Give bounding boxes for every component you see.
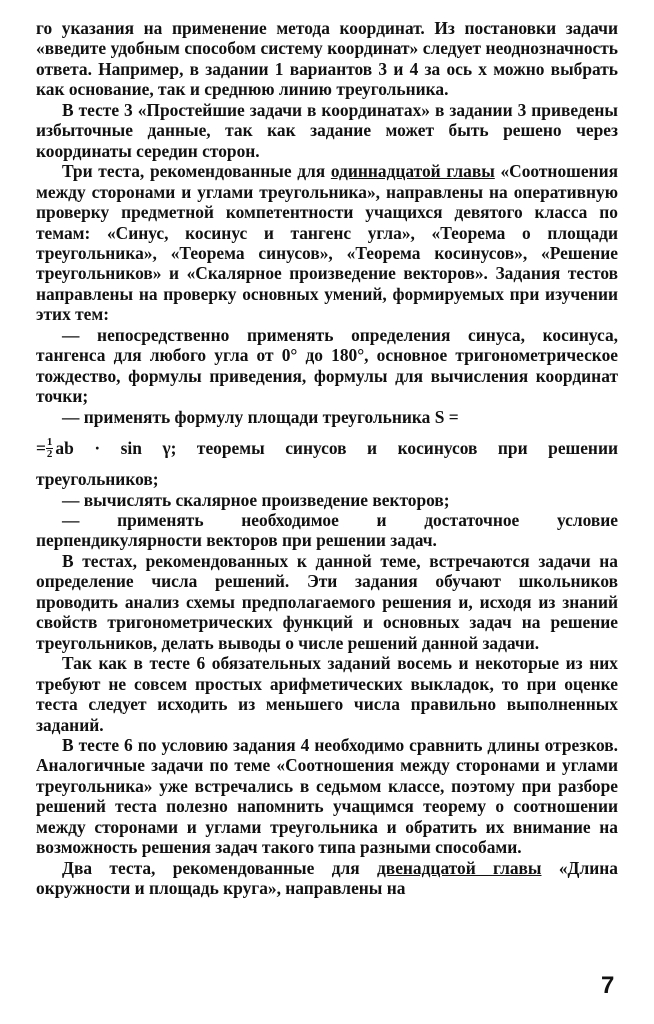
paragraph-3-rest: «Соотношения между сторонами и углами треугольника», направлены на оперативную проверку предметной компетентности учащихся девятого класса по темам: «Синус, косинус и тангенс угла», «Теорема о площади треугольника», «Теорема синусов», «Теорема косинусов», «Решение треугольников» и «Скалярное произведение векторов». Задания тестов направлены на проверку основных умений, формируемых при изучении этих тем:: [36, 161, 619, 325]
formula-equals: =: [36, 437, 46, 458]
bullet-2-start: — применять формулу площади треугольника S =: [62, 406, 459, 427]
paragraph-6: В тесте 6 по условию задания 4 необходимо сравнить длины отрезков. Аналогичные задачи по теме «Соотношения между сторонами и углами треугольника» уже встречались в седьмом классе, поэтому при разборе решений теста полезно напомнить учащимся теорему о соотношении между сторонами и углами треугольника и обратить их внимание на возможность решения задач такого типа разными способами.: [36, 734, 618, 858]
fraction-denominator: 2: [46, 447, 53, 460]
fraction-one-half: [46, 437, 54, 460]
bullet-3: — вычислять скалярное произведение векторов;: [62, 489, 450, 510]
paragraph-1: го указания на применение метода координат. Из постановки задачи «введите удобным способом систему координат» следует неоднозначность ответа. Например, в задании 1 вариантов 3 и 4 за ось x можно выбрать как основание, так и среднюю линию треугольника.: [36, 18, 618, 100]
chapter-12-underlined: двенадцатой главы: [377, 857, 542, 878]
bullet-4: — применять необходимое и достаточное условие перпендикулярности векторов при решении задач.: [36, 509, 618, 551]
paragraph-4: В тестах, рекомендованных к данной теме, встречаются задачи на определение числа решений. Эти задания обучают школьников проводить анализ схемы предполагаемого решения и, исходя из знаний свойств тригонометрических функций и основных задач на решение треугольников, делать выводы о числе решений данной задачи.: [36, 550, 618, 653]
page-number: 7: [601, 972, 615, 999]
page-text: [36, 18, 618, 899]
formula-rest: ab · sin γ; теоремы синусов и косинусов при решении: [55, 437, 618, 458]
paragraph-3-start: Три теста, рекомендованные для: [62, 161, 331, 182]
area-formula: [36, 428, 618, 468]
paragraph-5: Так как в тесте 6 обязательных заданий восемь и некоторые из них требуют не совсем простых арифметических выкладок, то при оценке теста следует исходить из меньшего числа правильно выполненных заданий.: [36, 653, 618, 735]
fraction-numerator: 1: [46, 435, 53, 448]
paragraph-7-rest: «Длина окружности и площадь круга», направлены на: [36, 857, 618, 899]
bullet-2-end: треугольников;: [36, 469, 159, 490]
chapter-11-underlined: одиннадцатой главы: [330, 161, 495, 182]
paragraph-2: В тесте 3 «Простейшие задачи в координатах» в задании 3 приведены избыточные данные, так как задание может быть решено через координаты середин сторон.: [36, 99, 618, 161]
bullet-1: — непосредственно применять определения синуса, косинуса, тангенса для любого угла от 0° до 180°, основное тригонометрическое тождество, формулы приведения, формулы для вычисления координат точки;: [36, 324, 618, 407]
paragraph-7: [36, 858, 618, 899]
paragraph-3: [36, 161, 618, 325]
paragraph-7-start: Два теста, рекомендованные для: [62, 857, 377, 878]
